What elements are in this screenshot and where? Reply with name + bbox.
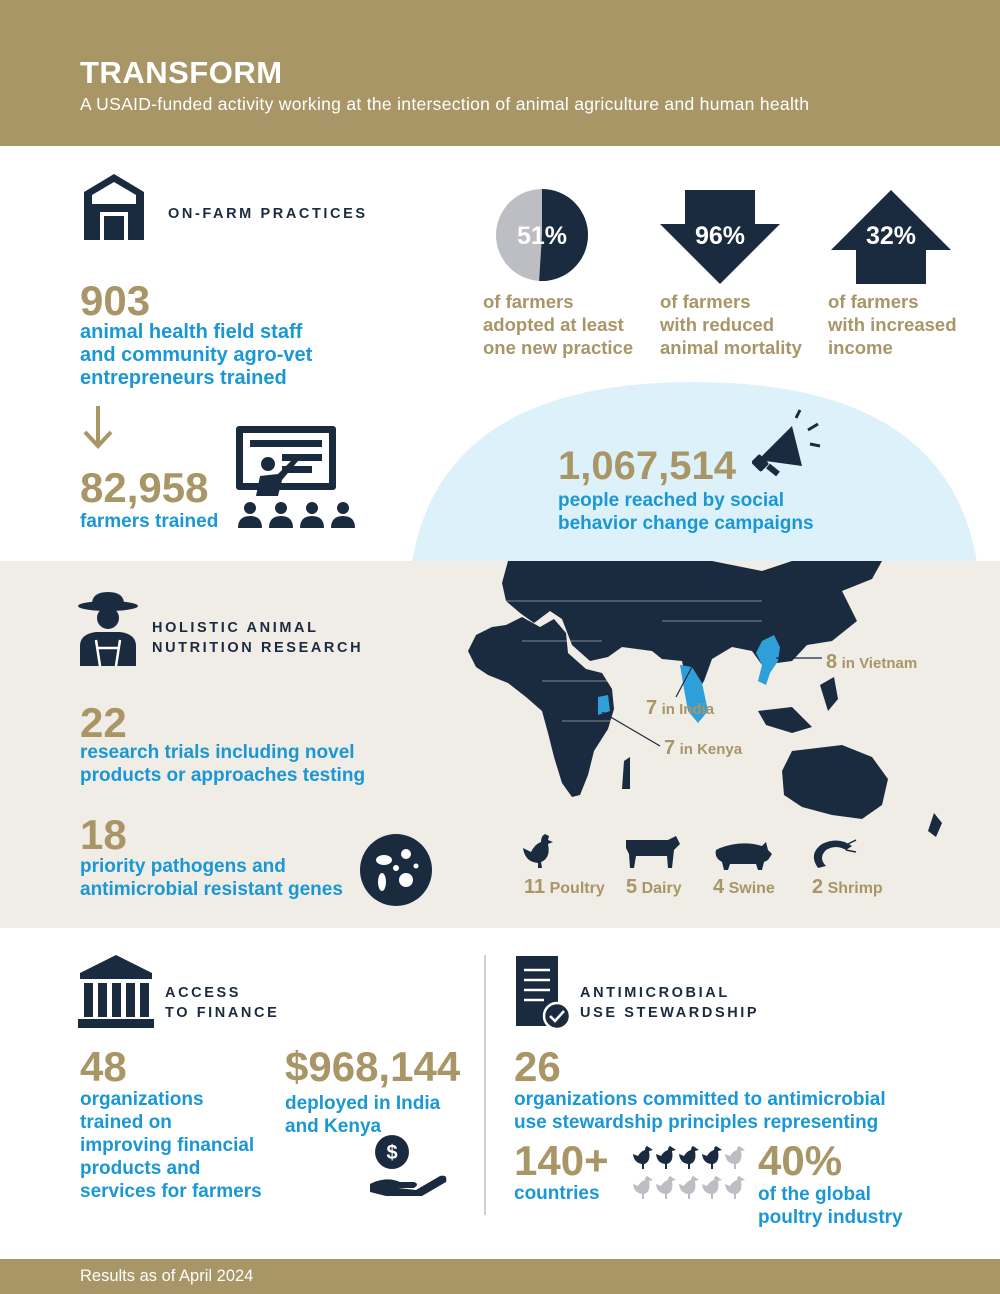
pathogens-microbe-icon	[358, 832, 434, 908]
section-title-stewardship: ANTIMICROBIAL USE STEWARDSHIP	[580, 985, 760, 1021]
svg-text:$: $	[386, 1142, 398, 1164]
farmers-trained-value: 82,958	[80, 464, 209, 511]
money-hand-icon	[366, 1134, 456, 1198]
map-label-vietnam: 8 in Vietnam	[826, 651, 918, 673]
chicken-icon-filled	[679, 1146, 699, 1169]
finance-orgs-value: 48	[80, 1043, 127, 1090]
megaphone-icon	[752, 408, 824, 480]
chicken-icon-filled	[656, 1146, 676, 1169]
checklist-document-icon	[514, 954, 572, 1030]
world-map	[462, 561, 1000, 848]
chicken-icon	[521, 832, 557, 870]
farmer-icon	[76, 592, 140, 666]
poultry-share-label: of the global poultry industry	[758, 1184, 903, 1228]
trials-value: 22	[80, 699, 127, 746]
pig-icon	[712, 840, 774, 872]
reach-label: people reached by social behavior change campaigns	[558, 490, 814, 534]
staff-trained-value: 903	[80, 277, 151, 324]
species-dairy: 5 Dairy	[626, 876, 682, 898]
countries-label: countries	[514, 1183, 600, 1204]
deployed-label: deployed in India and Kenya	[285, 1093, 441, 1137]
species-poultry: 11 Poultry	[524, 876, 605, 898]
chicken-icon-empty	[702, 1176, 722, 1199]
chicken-icon-filled	[633, 1146, 653, 1169]
chicken-icon-empty	[679, 1176, 699, 1199]
vietnam-pointer-line	[776, 650, 824, 662]
chicken-icon-empty	[656, 1176, 676, 1199]
chicken-icon-empty	[725, 1176, 745, 1199]
deployed-value: $968,144	[285, 1043, 461, 1090]
poultry-share-value: 40%	[758, 1137, 843, 1184]
bank-icon	[78, 955, 154, 1029]
section-title-on-farm: ON-FARM PRACTICES	[168, 206, 368, 222]
map-label-kenya: 7 in Kenya	[664, 737, 743, 759]
map-label-india: 7 in India	[646, 697, 715, 719]
chicken-icon-filled	[702, 1146, 722, 1169]
adoption-percent: 51%	[516, 222, 568, 250]
adoption-label: of farmers adopted at least one new practice	[483, 291, 634, 358]
species-swine: 4 Swine	[713, 876, 775, 898]
section-divider	[484, 955, 486, 1215]
income-percent: 32%	[865, 222, 917, 250]
countries-value: 140+	[514, 1137, 609, 1184]
reach-value: 1,067,514	[558, 444, 736, 488]
cow-icon	[624, 834, 682, 870]
pathogens-label: priority pathogens and antimicrobial resistant genes	[80, 856, 343, 900]
stewardship-orgs-value: 26	[514, 1043, 561, 1090]
poultry-share-chicken-grid	[632, 1144, 750, 1202]
arrow-down-icon	[80, 404, 116, 450]
mortality-label: of farmers with reduced animal mortality	[660, 291, 802, 358]
footer-date-note: Results as of April 2024	[80, 1267, 254, 1285]
finance-orgs-label: organizations trained on improving financial products and services for farmers	[80, 1089, 262, 1202]
section-title-nutrition: HOLISTIC ANIMAL NUTRITION RESEARCH	[152, 620, 364, 656]
mortality-percent: 96%	[694, 222, 746, 250]
chicken-icon-empty	[633, 1176, 653, 1199]
species-shrimp: 2 Shrimp	[812, 876, 883, 898]
income-label: of farmers with increased income	[828, 291, 957, 358]
barn-icon	[78, 172, 150, 242]
classroom-training-icon	[234, 424, 358, 530]
staff-trained-label: animal health field staff and community agro-vet entrepreneurs trained	[80, 321, 313, 389]
trials-label: research trials including novel products or approaches testing	[80, 742, 366, 786]
page-subtitle: A USAID-funded activity working at the intersection of animal agriculture and human health	[80, 94, 810, 114]
pathogens-value: 18	[80, 811, 127, 858]
stewardship-orgs-label: organizations committed to antimicrobial use stewardship principles representing	[514, 1089, 886, 1133]
page-title: TRANSFORM	[80, 55, 283, 90]
section-title-finance: ACCESS TO FINANCE	[165, 985, 280, 1021]
india-pointer-line	[672, 663, 698, 699]
shrimp-icon	[808, 838, 858, 872]
farmers-trained-label: farmers trained	[80, 511, 219, 532]
chicken-icon-empty	[725, 1146, 745, 1169]
